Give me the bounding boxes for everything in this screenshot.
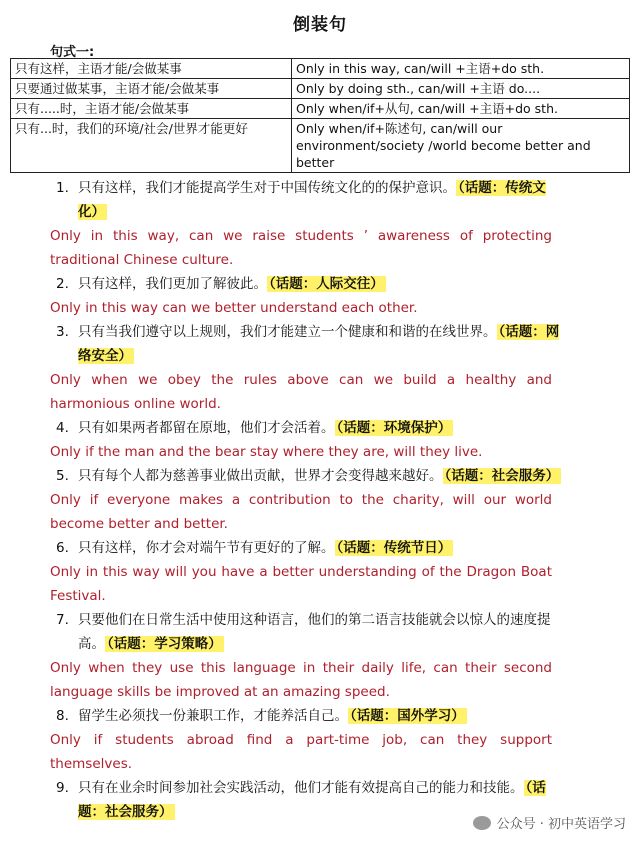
table-row (11, 79, 630, 99)
item-number: 9. (56, 780, 69, 796)
example-list (0, 176, 640, 824)
example-zh (0, 704, 640, 728)
item-number: 4. (56, 420, 69, 436)
table-row (11, 59, 630, 79)
example-en: Only in this way will you have a better understanding of the Dragon Boat Festival. (50, 564, 552, 604)
example-en: Only in this way can we better understand each other. (50, 300, 418, 316)
example-zh (0, 536, 640, 560)
wechat-icon (473, 816, 491, 830)
example-zh-text: 只有如果两者都留在原地，他们才会活着。 (78, 420, 335, 436)
list-item (0, 464, 640, 536)
pattern-zh: 只要通过做某事，主语才能/会做某事 (11, 79, 292, 99)
topic-tag: （话题：国外学习） (350, 708, 465, 724)
pattern-en: Only by doing sth., can/will +主语 do.... (292, 79, 630, 99)
list-item (0, 416, 640, 464)
pattern-en: Only when/if+从句, can/will +主语+do sth. (292, 99, 630, 119)
example-en: Only when they use this language in their daily life, can their second language skills be improved at an amazing speed. (50, 660, 552, 700)
item-number: 5. (56, 468, 69, 484)
item-number: 6. (56, 540, 69, 556)
pattern-table (10, 58, 630, 173)
example-en: Only if everyone makes a contribution to the charity, will our world become better and better. (50, 492, 552, 532)
item-number: 3. (56, 324, 69, 340)
example-zh-text: 留学生必须找一份兼职工作，才能养活自己。 (78, 708, 348, 724)
example-en: Only if students abroad find a part-time job, can they support themselves. (50, 732, 552, 772)
pattern-zh: 只有这样，主语才能/会做某事 (11, 59, 292, 79)
example-zh-text: 只有当我们遵守以上规则，我们才能建立一个健康和和谐的在线世界。 (78, 324, 497, 340)
topic-tag: （话题：社会服务） (444, 468, 560, 484)
topic-tag: （话题：环境保护） (336, 420, 452, 436)
example-zh-text: 只有这样，我们才能提高学生对于中国传统文化的的保护意识。 (78, 180, 456, 196)
example-zh (0, 464, 640, 488)
example-zh (0, 176, 640, 224)
example-zh (0, 320, 640, 368)
list-item (0, 608, 640, 704)
list-item (0, 272, 640, 320)
example-zh-text: 只要他们在日常生活中使用这种语言，他们的第二语言技能就会以惊人的速度提高。 (78, 612, 551, 652)
topic-tag: （话题：学习策略） (107, 636, 222, 652)
item-number: 7. (56, 612, 69, 628)
item-number: 1. (56, 180, 69, 196)
pattern-label: 句式一: (50, 45, 95, 60)
example-zh-text: 只有这样，我们更加了解彼此。 (78, 276, 267, 292)
item-number: 8. (56, 708, 69, 724)
topic-tag: （话题：网络安全） (78, 324, 560, 364)
list-item (0, 176, 640, 272)
page-title: 倒装句 (293, 15, 347, 35)
example-zh (0, 416, 640, 440)
topic-tag: （话题：人际交往） (269, 276, 384, 292)
example-zh (0, 608, 640, 656)
example-en: Only if the man and the bear stay where they are, will they live. (50, 444, 483, 460)
list-item (0, 320, 640, 416)
table-row (11, 99, 630, 119)
example-zh (0, 272, 640, 296)
example-en: Only when we obey the rules above can we build a healthy and harmonious online world. (50, 372, 552, 412)
pattern-zh: 只有...时，我们的环境/社会/世界才能更好 (11, 119, 292, 173)
pattern-en: Only when/if+陈述句, can/will our environment/society /world become better and better (292, 119, 630, 173)
list-item (0, 704, 640, 776)
example-zh-text: 只有在业余时间参加社会实践活动，他们才能有效提高自己的能力和技能。 (78, 780, 524, 796)
pattern-en: Only in this way, can/will +主语+do sth. (292, 59, 630, 79)
topic-tag: （话题：社会服务） (78, 780, 546, 820)
topic-tag: （话题：传统文化） (78, 180, 546, 220)
watermark-text: 公众号 · 初中英语学习 (496, 817, 626, 832)
topic-tag: （话题：传统节日） (336, 540, 452, 556)
list-item (0, 536, 640, 608)
example-zh-text: 只有这样，你才会对端午节有更好的了解。 (78, 540, 335, 556)
pattern-zh: 只有.....时，主语才能/会做某事 (11, 99, 292, 119)
example-zh-text: 只有每个人都为慈善事业做出贡献，世界才会变得越来越好。 (78, 468, 443, 484)
item-number: 2. (56, 276, 69, 292)
table-row (11, 119, 630, 173)
watermark (473, 813, 626, 832)
example-en: Only in this way, can we raise students ’ awareness of protecting traditional Chinese culture. (50, 228, 552, 268)
